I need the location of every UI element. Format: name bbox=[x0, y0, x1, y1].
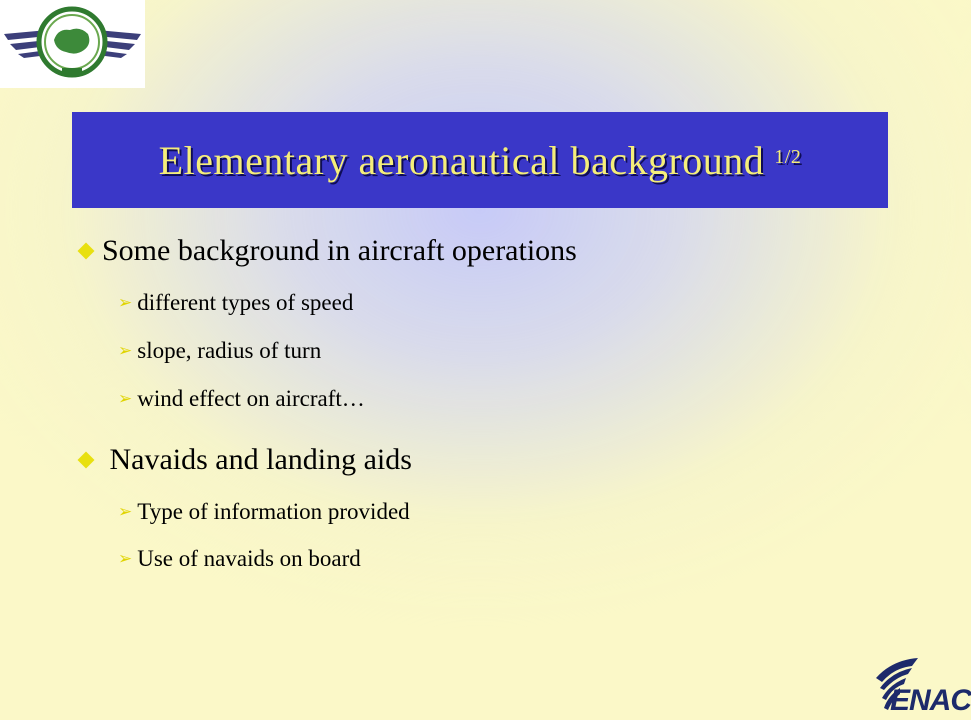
emblem-icon bbox=[0, 0, 145, 88]
sub-bullet-text: slope, radius of turn bbox=[137, 338, 322, 363]
bullet-text: Navaids and landing aids bbox=[102, 443, 412, 476]
arrow-bullet-icon: ➢ bbox=[118, 341, 133, 361]
bullet-text: Some background in aircraft operations bbox=[102, 234, 577, 267]
bullet-item-2 bbox=[80, 443, 412, 477]
slide-title bbox=[159, 137, 802, 184]
diamond-bullet-icon bbox=[78, 452, 95, 469]
sub-bullet-text: different types of speed bbox=[137, 290, 354, 315]
bullet-item-1 bbox=[80, 234, 577, 268]
arrow-bullet-icon: ➢ bbox=[118, 502, 133, 522]
diamond-bullet-icon bbox=[78, 243, 95, 260]
sub-bullet-text: wind effect on aircraft… bbox=[137, 386, 365, 411]
enac-logo-text: ENAC bbox=[890, 684, 971, 717]
slide-title-bar bbox=[72, 112, 888, 208]
sub-bullet-item bbox=[118, 386, 365, 412]
arab-civil-aviation-emblem bbox=[0, 0, 145, 88]
arrow-bullet-icon: ➢ bbox=[118, 293, 133, 313]
slide-page-number: 1/2 bbox=[774, 145, 802, 168]
arrow-bullet-icon: ➢ bbox=[118, 549, 133, 569]
sub-bullet-item bbox=[118, 499, 410, 525]
sub-bullet-item bbox=[118, 546, 361, 572]
arrow-bullet-icon: ➢ bbox=[118, 389, 133, 409]
slide-title-text: Elementary aeronautical background bbox=[158, 137, 765, 183]
sub-bullet-item bbox=[118, 338, 321, 364]
sub-bullet-text: Type of information provided bbox=[137, 499, 410, 524]
enac-logo bbox=[872, 656, 971, 720]
sub-bullet-text: Use of navaids on board bbox=[137, 546, 361, 571]
sub-bullet-item bbox=[118, 290, 353, 316]
